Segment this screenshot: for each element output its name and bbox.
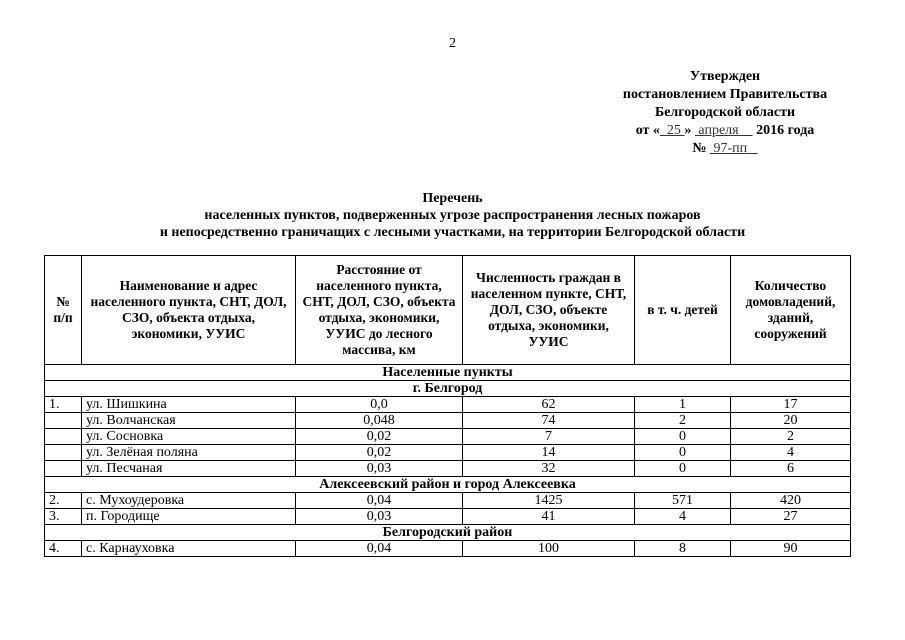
cell-distance: 0,0 [296, 397, 463, 413]
cell-buildings: 420 [731, 493, 851, 509]
header-number: № п/п [45, 256, 82, 365]
cell-children: 4 [635, 509, 731, 525]
title-line-2: населенных пунктов, подверженных угрозе распространения лесных пожаров [204, 208, 701, 223]
cell-name: с. Карнауховка [82, 541, 296, 557]
section-title: Белгородский район [45, 525, 851, 541]
cell-distance: 0,02 [296, 445, 463, 461]
approval-date-year: 2016 года [756, 123, 815, 138]
cell-distance: 0,03 [296, 461, 463, 477]
cell-population: 62 [463, 397, 635, 413]
approval-date-day: 25 [666, 123, 681, 138]
header-distance: Расстояние от населенного пункта, СНТ, ДОЛ, СЗО, объекта отдыха, экономики, УУИС до лесного массива, км [296, 256, 463, 365]
table-row [45, 397, 851, 413]
cell-buildings: 27 [731, 509, 851, 525]
approval-date [590, 122, 860, 140]
cell-population: 1425 [463, 493, 635, 509]
approval-line-approved: Утвержден [689, 69, 761, 84]
cell-number [45, 413, 82, 429]
section-row [45, 365, 851, 381]
header-buildings: Количество домовладений, зданий, сооружений [731, 256, 851, 365]
cell-population: 14 [463, 445, 635, 461]
cell-buildings: 2 [731, 429, 851, 445]
cell-name: ул. Зелёная поляна [82, 445, 296, 461]
cell-number [45, 461, 82, 477]
title-line-1: Перечень [422, 191, 483, 206]
cell-number: 1. [45, 397, 82, 413]
header-children: в т. ч. детей [635, 256, 731, 365]
cell-buildings: 90 [731, 541, 851, 557]
approval-line-region: Белгородской области [654, 105, 796, 120]
cell-number: 2. [45, 493, 82, 509]
cell-children: 1 [635, 397, 731, 413]
table-row [45, 509, 851, 525]
cell-name: п. Городище [82, 509, 296, 525]
cell-name: ул. Сосновка [82, 429, 296, 445]
cell-distance: 0,048 [296, 413, 463, 429]
approval-number [590, 140, 860, 158]
approval-date-month: апреля [698, 123, 739, 138]
cell-number [45, 445, 82, 461]
cell-number: 3. [45, 509, 82, 525]
table-row [45, 429, 851, 445]
approval-number-value: 97-пп [713, 141, 748, 156]
table-row [45, 541, 851, 557]
settlements-table [44, 255, 851, 557]
approval-block [590, 68, 860, 158]
cell-children: 0 [635, 445, 731, 461]
cell-distance: 0,02 [296, 429, 463, 445]
table-row [45, 461, 851, 477]
cell-population: 7 [463, 429, 635, 445]
approval-line-decree: постановлением Правительства [622, 87, 828, 102]
cell-name: ул. Волчанская [82, 413, 296, 429]
cell-population: 32 [463, 461, 635, 477]
section-row [45, 525, 851, 541]
cell-population: 100 [463, 541, 635, 557]
cell-number [45, 429, 82, 445]
cell-children: 0 [635, 461, 731, 477]
header-name: Наименование и адрес населенного пункта, СНТ, ДОЛ, СЗО, объекта отдыха, экономики, УУИС [82, 256, 296, 365]
table-header-row [45, 256, 851, 365]
cell-buildings: 20 [731, 413, 851, 429]
cell-distance: 0,03 [296, 509, 463, 525]
section-row [45, 477, 851, 493]
cell-children: 2 [635, 413, 731, 429]
cell-buildings: 4 [731, 445, 851, 461]
table-row [45, 413, 851, 429]
document-title [0, 190, 905, 241]
approval-date-prefix: от « [635, 123, 660, 138]
title-line-3: и непосредственно граничащих с лесными участками, на территории Белгородской области [159, 225, 746, 240]
page-number: 2 [449, 36, 456, 51]
approval-date-mid: » [684, 123, 692, 138]
cell-number: 4. [45, 541, 82, 557]
section-title: Алексеевский район и город Алексеевка [45, 477, 851, 493]
cell-distance: 0,04 [296, 493, 463, 509]
cell-children: 0 [635, 429, 731, 445]
cell-name: ул. Песчаная [82, 461, 296, 477]
cell-name: с. Мухоудеровка [82, 493, 296, 509]
table-row [45, 445, 851, 461]
section-row [45, 381, 851, 397]
approval-number-prefix: № [692, 141, 707, 156]
cell-population: 74 [463, 413, 635, 429]
table-row [45, 493, 851, 509]
cell-population: 41 [463, 509, 635, 525]
cell-buildings: 17 [731, 397, 851, 413]
cell-children: 571 [635, 493, 731, 509]
cell-children: 8 [635, 541, 731, 557]
header-population: Численность граждан в населенном пункте, СНТ, ДОЛ, СЗО, объекте отдыха, экономики, УУИС [463, 256, 635, 365]
section-title: Населенные пункты [45, 365, 851, 381]
section-title: г. Белгород [45, 381, 851, 397]
cell-distance: 0,04 [296, 541, 463, 557]
cell-buildings: 6 [731, 461, 851, 477]
cell-name: ул. Шишкина [82, 397, 296, 413]
